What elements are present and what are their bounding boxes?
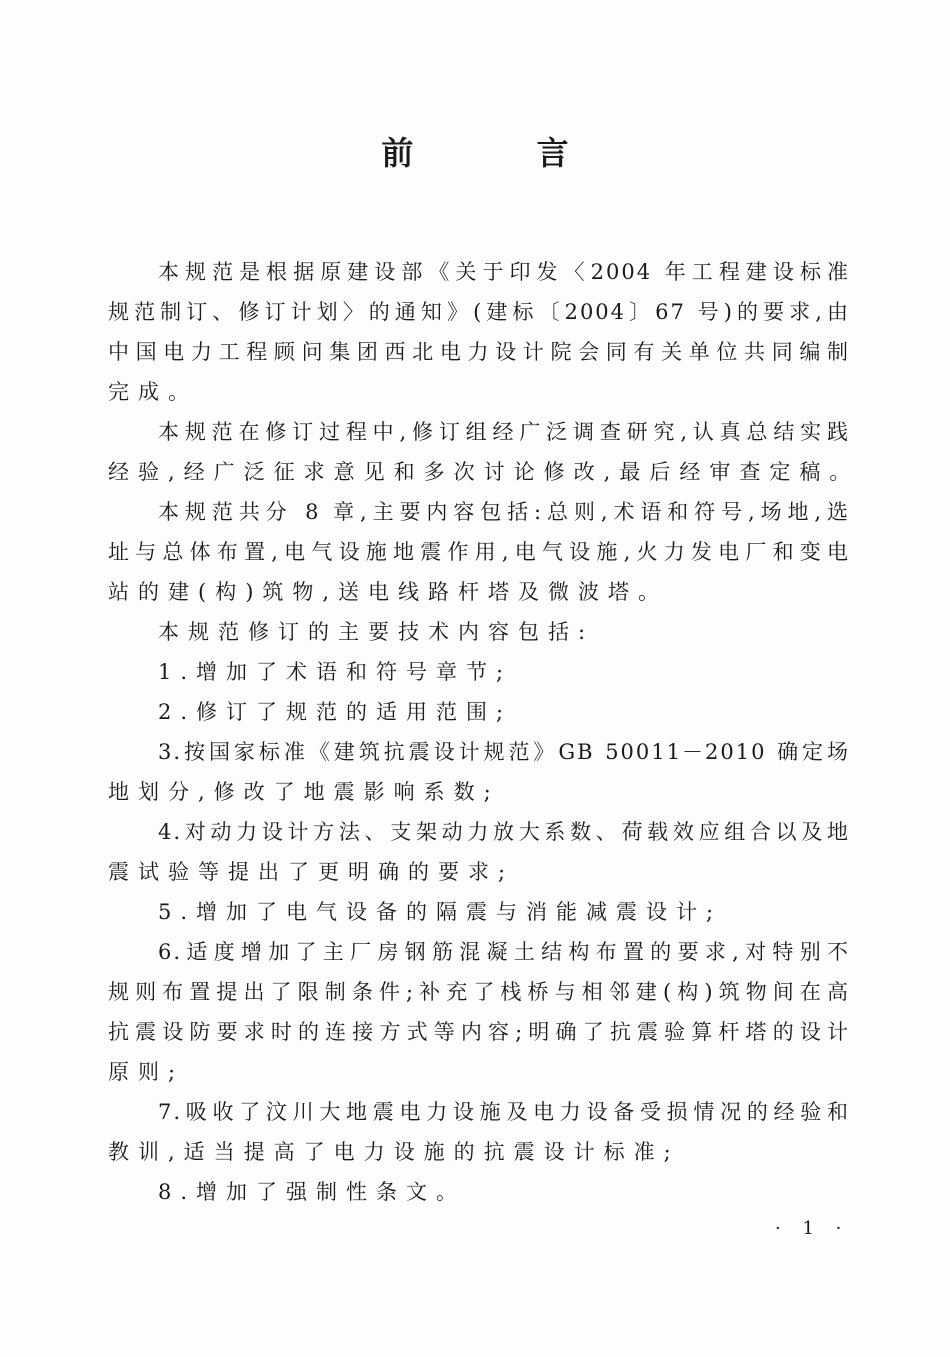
text-line: 1.增加了术语和符号章节;	[158, 660, 513, 684]
paragraph	[108, 1172, 850, 1212]
text-line: 本规范是根据原建设部《关于印发〈2004 年工程建设标准	[158, 260, 850, 284]
text-line: 本规范共分 8 章,主要内容包括:总则,术语和符号,场地,选	[158, 500, 850, 524]
paragraph	[108, 492, 850, 612]
text-line: 2.修订了规范的适用范围;	[158, 700, 513, 724]
text-line: 本规范修订的主要技术内容包括:	[158, 620, 595, 644]
text-line: 址与总体布置,电气设施地震作用,电气设施,火力发电厂和变电	[108, 540, 850, 564]
page-title: 前 言	[381, 134, 625, 172]
text-line: 经验,经广泛征求意见和多次讨论修改,最后经审查定稿。	[108, 460, 860, 484]
text-line: 规则布置提出了限制条件;补充了栈桥与相邻建(构)筑物间在高	[108, 980, 850, 1004]
text-line: 中国电力工程顾问集团西北电力设计院会同有关单位共同编制	[108, 340, 850, 364]
paragraph	[108, 932, 850, 1092]
text-line: 7.吸收了汶川大地震电力设施及电力设备受损情况的经验和	[158, 1100, 850, 1124]
text-line: 3.按国家标准《建筑抗震设计规范》GB 50011－2010 确定场	[158, 740, 850, 764]
text-line: 完成。	[108, 380, 198, 404]
text-line: 原则;	[108, 1060, 185, 1084]
text-line: 站的建(构)筑物,送电线路杆塔及微波塔。	[108, 580, 669, 604]
paragraph	[108, 892, 850, 932]
text-line: 抗震设防要求时的连接方式等内容;明确了抗震验算杆塔的设计	[108, 1020, 850, 1044]
paragraph	[108, 412, 860, 492]
text-line: 4.对动力设计方法、支架动力放大系数、荷载效应组合以及地	[158, 820, 850, 844]
document-body	[108, 252, 860, 1212]
text-line: 6.适度增加了主厂房钢筋混凝土结构布置的要求,对特别不	[158, 940, 850, 964]
text-line: 本规范在修订过程中,修订组经广泛调查研究,认真总结实践	[158, 420, 850, 444]
paragraph	[108, 692, 850, 732]
paragraph	[108, 812, 850, 892]
paragraph	[108, 652, 850, 692]
paragraph	[108, 732, 850, 812]
page-number: · 1 ·	[775, 1218, 850, 1239]
text-line: 震试验等提出了更明确的要求;	[108, 860, 515, 884]
text-line: 8.增加了强制性条文。	[158, 1180, 467, 1204]
paragraph	[108, 1092, 850, 1172]
text-line: 教训,适当提高了电力设施的抗震设计标准;	[108, 1140, 680, 1164]
text-line: 规范制订、修订计划〉的通知》(建标〔2004〕67 号)的要求,由	[108, 300, 850, 324]
text-line: 5.增加了电气设备的隔震与消能减震设计;	[158, 900, 723, 924]
text-line: 地划分,修改了地震影响系数;	[108, 780, 500, 804]
paragraph	[108, 612, 850, 652]
paragraph	[108, 252, 850, 412]
